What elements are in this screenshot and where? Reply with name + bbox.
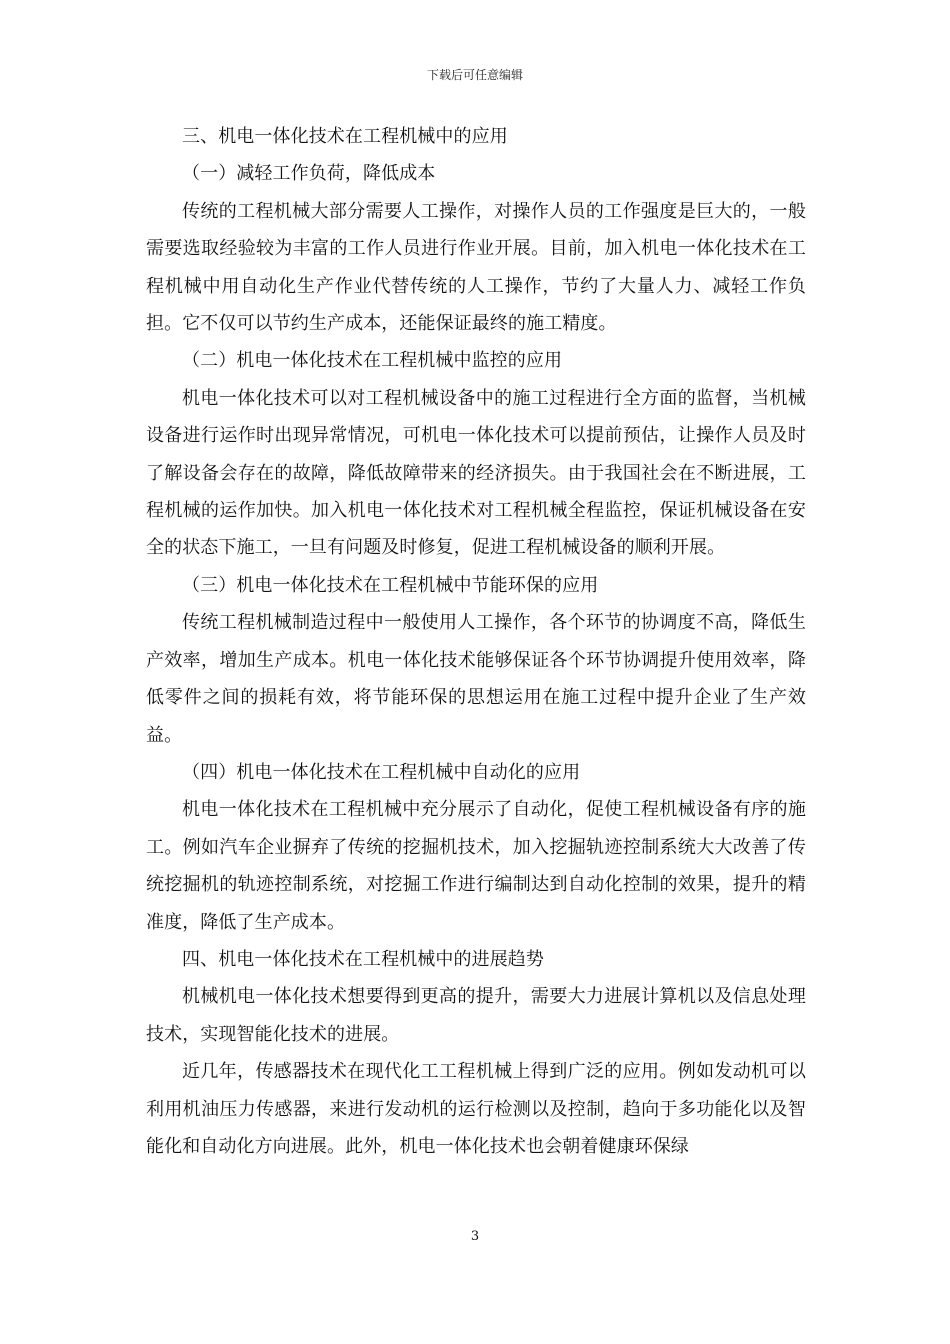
body-paragraph: 机械机电一体化技术想要得到更高的提升，需要大力进展计算机以及信息处理技术，实现智能化技术的进展。	[146, 986, 806, 1045]
document-body	[146, 118, 806, 1165]
section-heading-4: 四、机电一体化技术在工程机械中的进展趋势	[182, 948, 544, 970]
subsection-heading-1: （一）减轻工作负荷，降低成本	[182, 163, 436, 185]
section-heading-3: 三、机电一体化技术在工程机械中的应用	[182, 126, 508, 147]
subsection-heading-4: （四）机电一体化技术在工程机械中自动化的应用	[182, 761, 581, 783]
body-paragraph: 机电一体化技术在工程机械中充分展示了自动化，促使工程机械设备有序的施工。例如汽车企业摒弃了传统的挖掘机技术，加入挖掘轨迹控制系统大大改善了传统挖掘机的轨迹控制系统，对挖掘工作进行编制达到自动化控制的效果，提升的精准度，降低了生产成本。	[146, 799, 806, 933]
subsection-heading-2: （二）机电一体化技术在工程机械中监控的应用	[182, 350, 563, 372]
body-paragraph: 近几年，传感器技术在现代化工工程机械上得到广泛的应用。例如发动机可以利用机油压力传感器，来进行发动机的运行检测以及控制，趋向于多功能化以及智能化和自动化方向进展。此外，机电一体化技术也会朝着健康环保绿	[146, 1061, 806, 1157]
body-paragraph: 传统的工程机械大部分需要人工操作，对操作人员的工作强度是巨大的，一般需要选取经验较为丰富的工作人员进行作业开展。目前，加入机电一体化技术在工程机械中用自动化生产作业代替传统的人工操作，节约了大量人力、减轻工作负担。它不仅可以节约生产成本，还能保证最终的施工精度。	[146, 200, 806, 335]
page-header: 下载后可任意编辑	[426, 68, 523, 82]
page-number: 3	[470, 1229, 480, 1244]
body-paragraph: 传统工程机械制造过程中一般使用人工操作，各个环节的协调度不高，降低生产效率，增加生产成本。机电一体化技术能够保证各个环节协调提升使用效率，降低零件之间的损耗有效，将节能环保的思想运用在施工过程中提升企业了生产效益。	[146, 612, 806, 746]
subsection-heading-3: （三）机电一体化技术在工程机械中节能环保的应用	[182, 574, 599, 596]
body-paragraph: 机电一体化技术可以对工程机械设备中的施工过程进行全方面的监督，当机械设备进行运作时出现异常情况，可机电一体化技术可以提前预估，让操作人员及时了解设备会存在的故障，降低故障带来的经济损失。由于我国社会在不断进展，工程机械的运作加快。加入机电一体化技术对工程机械全程监控，保证机械设备在安全的状态下施工，一旦有问题及时修复，促进工程机械设备的顺利开展。	[146, 387, 806, 559]
